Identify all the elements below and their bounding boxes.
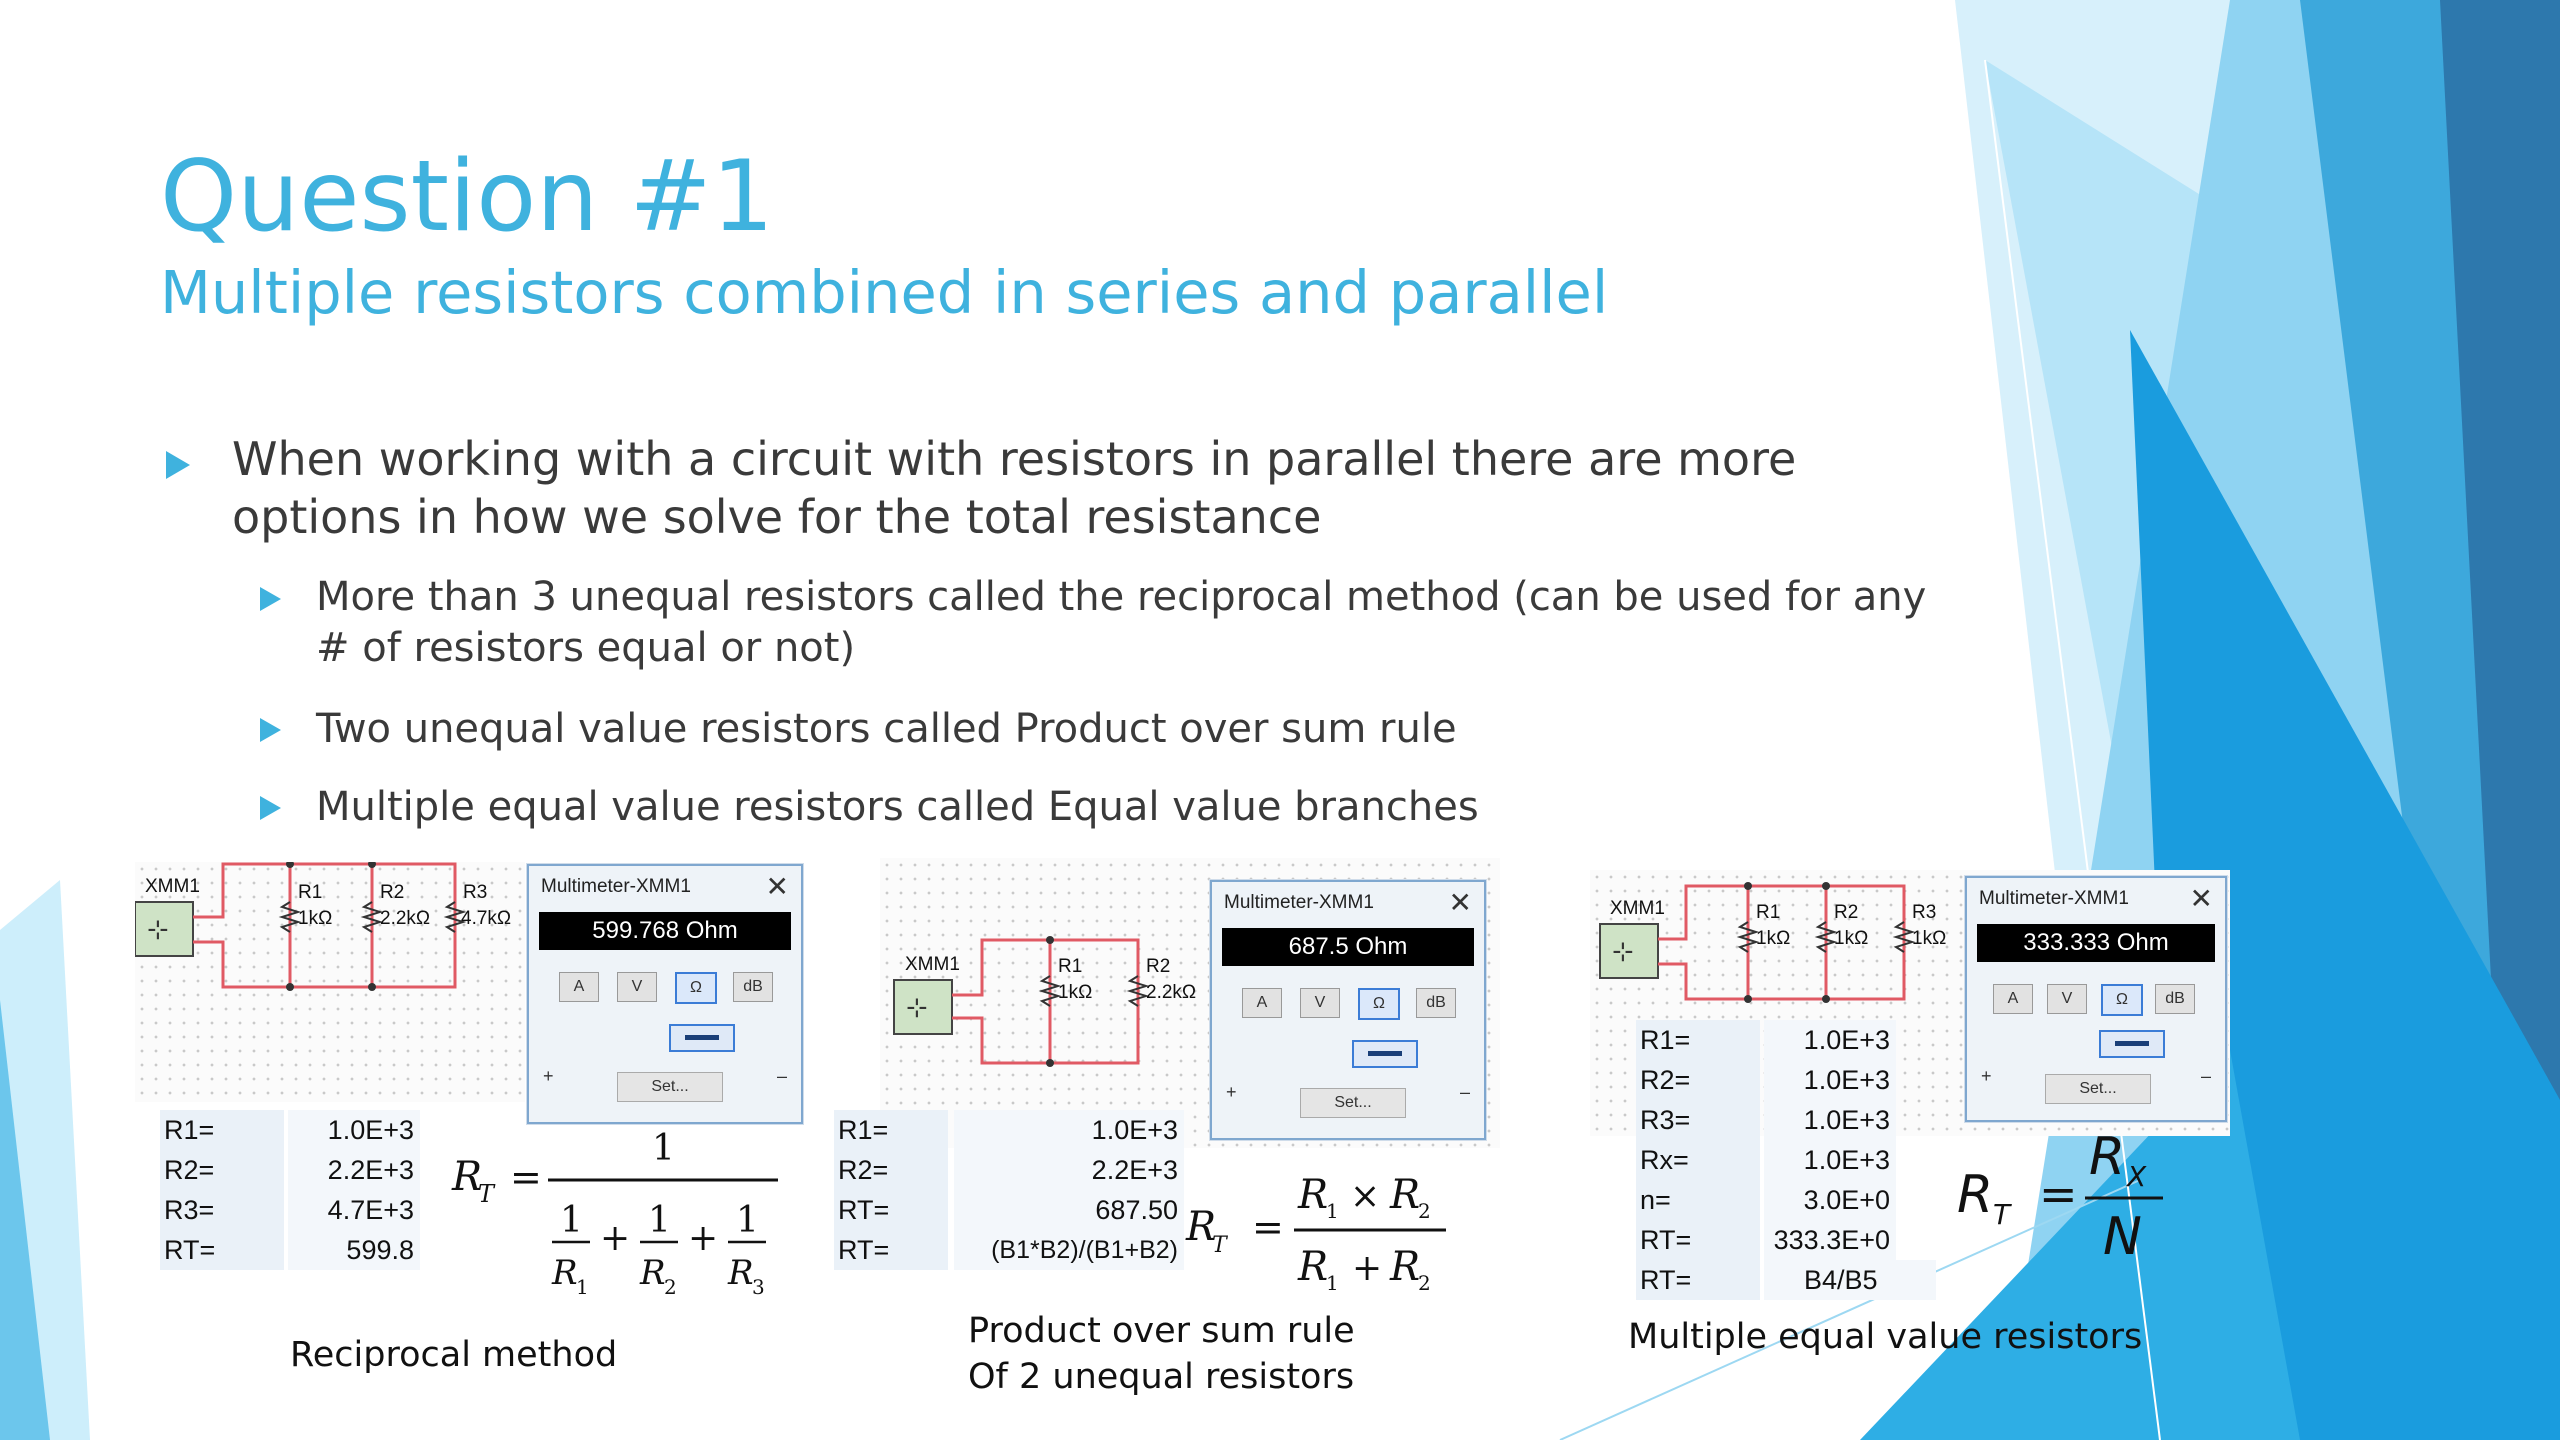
svg-text:2.2kΩ: 2.2kΩ: [1146, 982, 1197, 1003]
dc-mode-button[interactable]: [669, 1024, 735, 1052]
svg-text:R: R: [1390, 1172, 1421, 1218]
caption-reciprocal: Reciprocal method: [290, 1335, 618, 1375]
circuit-diagram-3: [1598, 880, 1968, 1020]
bullet-reciprocal: More than 3 unequal resistors called the reciprocal method (can be used for any # of resistors equal or not): [316, 574, 1927, 671]
multimeter-title: Multimeter-XMM1: [1224, 892, 1374, 913]
svg-text:R: R: [1957, 1165, 1994, 1225]
svg-text:=: =: [2039, 1167, 2078, 1221]
table-row: RT= (B1*B2)/(B1+B2): [834, 1230, 1184, 1270]
table-row: RT= 333.3E+0: [1636, 1220, 1896, 1260]
decibel-button[interactable]: dB: [1416, 988, 1456, 1018]
slide-title: Question #1: [160, 140, 774, 254]
svg-text:1: 1: [652, 1128, 675, 1169]
multimeter-title: Multimeter-XMM1: [1979, 888, 2129, 909]
positive-terminal: +: [543, 1066, 554, 1086]
table-row: R1= 1.0E+3: [1636, 1020, 1896, 1060]
set-button[interactable]: Set...: [617, 1072, 723, 1102]
svg-text:R3: R3: [463, 882, 488, 903]
circuit-diagram-1: [135, 862, 525, 1102]
svg-text:N: N: [2103, 1207, 2142, 1267]
table-row: R2= 2.2E+3: [160, 1150, 420, 1190]
ammeter-button[interactable]: A: [1242, 988, 1282, 1018]
close-icon[interactable]: ✕: [765, 871, 789, 902]
svg-text:T: T: [1212, 1233, 1227, 1258]
svg-text:R3: R3: [1912, 902, 1937, 923]
set-button[interactable]: Set...: [1300, 1088, 1406, 1118]
multimeter-reading: 333.333 Ohm: [1977, 924, 2215, 962]
multimeter-window-3[interactable]: [1965, 876, 2227, 1122]
close-icon[interactable]: ✕: [2189, 883, 2213, 914]
svg-text:R2: R2: [1146, 956, 1171, 977]
svg-text:R: R: [1298, 1172, 1329, 1218]
svg-text:R: R: [552, 1253, 578, 1293]
set-button[interactable]: Set...: [2045, 1074, 2151, 1104]
caption-product-over-sum: [968, 1308, 1355, 1400]
ammeter-button[interactable]: A: [559, 972, 599, 1002]
reciprocal-formula: [450, 1120, 790, 1300]
table-row: R1= 1.0E+3: [160, 1110, 420, 1150]
positive-terminal: +: [1981, 1066, 1992, 1086]
svg-text:1: 1: [1326, 1199, 1339, 1223]
multimeter-reading: 599.768 Ohm: [539, 912, 791, 950]
svg-text:1kΩ: 1kΩ: [1912, 928, 1947, 949]
svg-text:1: 1: [1326, 1271, 1339, 1295]
svg-text:R: R: [2089, 1127, 2126, 1187]
positive-terminal: +: [1226, 1082, 1237, 1102]
caption-equal-value: Multiple equal value resistors: [1628, 1317, 2143, 1357]
negative-terminal: –: [776, 1066, 787, 1086]
spreadsheet-table-2: [834, 1110, 1184, 1270]
ohmmeter-button[interactable]: Ω: [2101, 984, 2143, 1016]
svg-text:XMM1: XMM1: [145, 876, 200, 897]
svg-text:2: 2: [664, 1275, 677, 1299]
dc-mode-button[interactable]: [1352, 1040, 1418, 1068]
dc-mode-button[interactable]: [2099, 1030, 2165, 1058]
svg-text:+: +: [600, 1218, 631, 1259]
svg-text:X: X: [2127, 1160, 2147, 1193]
slide-subtitle: Multiple resistors combined in series and parallel: [160, 258, 1609, 327]
svg-text:R: R: [1298, 1244, 1329, 1290]
svg-text:XMM1: XMM1: [905, 954, 960, 975]
svg-text:1kΩ: 1kΩ: [1058, 982, 1093, 1003]
bullet-arrow-icon: [260, 796, 281, 820]
bullet-product-over-sum: Two unequal value resistors called Product over sum rule: [316, 706, 1457, 752]
spreadsheet-table-1: [160, 1110, 420, 1270]
svg-text:R1: R1: [1058, 956, 1083, 977]
product-over-sum-formula: [1184, 1160, 1454, 1300]
table-row: n= 3.0E+0: [1636, 1180, 1896, 1220]
svg-text:T: T: [1993, 1198, 2011, 1231]
ohmmeter-button[interactable]: Ω: [1358, 988, 1400, 1020]
svg-text:+: +: [688, 1218, 719, 1259]
svg-text:R2: R2: [380, 882, 405, 903]
negative-terminal: –: [2200, 1066, 2211, 1086]
multimeter-reading: 687.5 Ohm: [1222, 928, 1474, 966]
svg-text:1kΩ: 1kΩ: [298, 908, 333, 929]
svg-text:1: 1: [576, 1275, 589, 1299]
bullet-arrow-icon: [260, 587, 281, 611]
svg-text:=: =: [1252, 1205, 1284, 1249]
svg-text:R: R: [728, 1253, 754, 1293]
table-row: R3= 1.0E+3: [1636, 1100, 1896, 1140]
table-row: R2= 1.0E+3: [1636, 1060, 1896, 1100]
svg-text:⊹: ⊹: [906, 993, 928, 1023]
multimeter-window-1[interactable]: [527, 864, 803, 1124]
svg-text:4.7kΩ: 4.7kΩ: [461, 908, 512, 929]
svg-text:×: ×: [1350, 1176, 1381, 1217]
svg-text:+: +: [1352, 1248, 1383, 1289]
svg-text:2: 2: [1418, 1271, 1431, 1295]
multimeter-title: Multimeter-XMM1: [541, 876, 691, 897]
bullet-arrow-icon: [166, 451, 190, 479]
table-row: RT= 687.50: [834, 1190, 1184, 1230]
svg-text:R: R: [1186, 1204, 1217, 1250]
circuit-diagram-2: [880, 858, 1210, 1098]
equal-value-formula: [1955, 1124, 2175, 1274]
svg-text:1: 1: [736, 1200, 759, 1241]
svg-text:R: R: [640, 1253, 666, 1293]
caption-line: Of 2 unequal resistors: [968, 1357, 1355, 1397]
svg-text:2.2kΩ: 2.2kΩ: [380, 908, 431, 929]
svg-text:R: R: [1390, 1244, 1421, 1290]
svg-text:1: 1: [648, 1200, 671, 1241]
ohmmeter-button[interactable]: Ω: [675, 972, 717, 1004]
svg-text:=: =: [510, 1155, 542, 1199]
svg-text:R1: R1: [1756, 902, 1781, 923]
spreadsheet-table-3: [1636, 1020, 1896, 1300]
svg-text:⊹: ⊹: [147, 915, 169, 945]
close-icon[interactable]: ✕: [1448, 887, 1472, 918]
multimeter-window-2[interactable]: [1210, 880, 1486, 1140]
table-row: R3= 4.7E+3: [160, 1190, 420, 1230]
voltmeter-button[interactable]: V: [1300, 988, 1340, 1018]
svg-text:⊹: ⊹: [1612, 937, 1634, 967]
table-row: RT= B4/B5: [1636, 1260, 1896, 1300]
svg-text:T: T: [478, 1180, 495, 1208]
svg-text:2: 2: [1418, 1199, 1431, 1223]
decibel-button[interactable]: dB: [2155, 984, 2195, 1014]
bullet-equal-value: Multiple equal value resistors called Equal value branches: [316, 784, 1479, 830]
voltmeter-button[interactable]: V: [617, 972, 657, 1002]
svg-text:R1: R1: [298, 882, 323, 903]
caption-line: Product over sum rule: [968, 1311, 1355, 1351]
decibel-button[interactable]: dB: [733, 972, 773, 1002]
svg-text:R2: R2: [1834, 902, 1859, 923]
svg-text:1: 1: [560, 1200, 583, 1241]
bullet-arrow-icon: [260, 718, 281, 742]
table-row: Rx= 1.0E+3: [1636, 1140, 1896, 1180]
table-row: R2= 2.2E+3: [834, 1150, 1184, 1190]
negative-terminal: –: [1459, 1082, 1470, 1102]
svg-text:XMM1: XMM1: [1610, 898, 1665, 919]
voltmeter-button[interactable]: V: [2047, 984, 2087, 1014]
svg-text:R: R: [452, 1154, 483, 1200]
ammeter-button[interactable]: A: [1993, 984, 2033, 1014]
svg-text:1kΩ: 1kΩ: [1834, 928, 1869, 949]
bullet-main: When working with a circuit with resistors in parallel there are more options in how we solve for the total resistance: [232, 432, 1797, 544]
svg-text:3: 3: [752, 1275, 765, 1299]
table-row: RT= 599.8: [160, 1230, 420, 1270]
table-row: R1= 1.0E+3: [834, 1110, 1184, 1150]
svg-text:1kΩ: 1kΩ: [1756, 928, 1791, 949]
